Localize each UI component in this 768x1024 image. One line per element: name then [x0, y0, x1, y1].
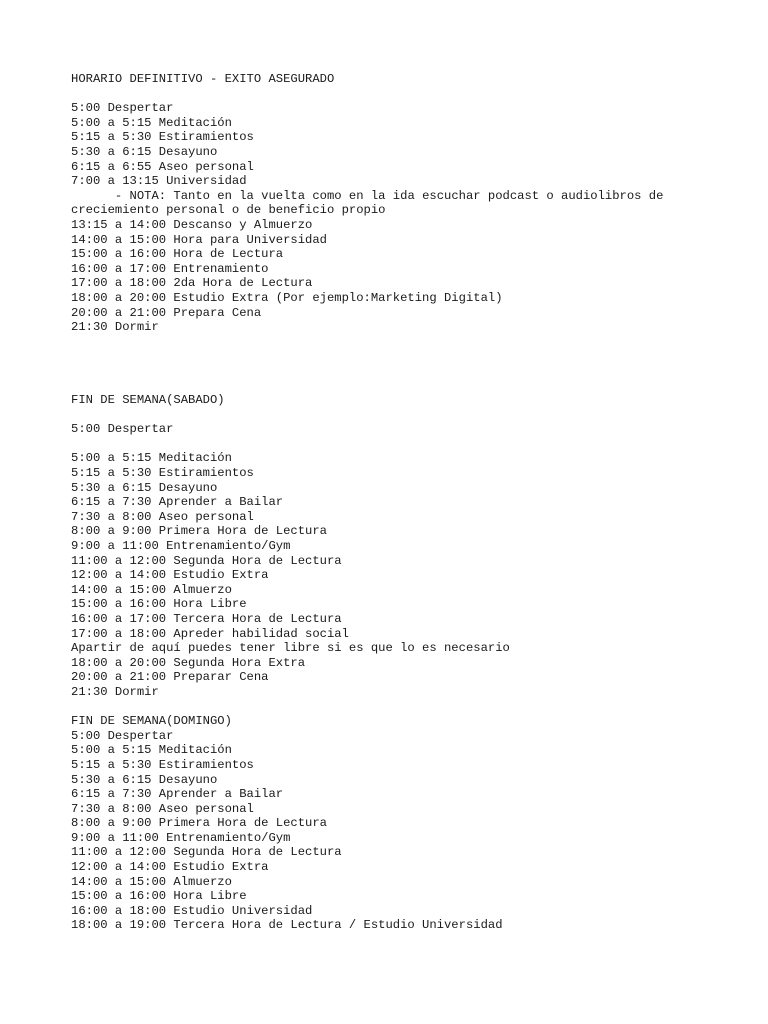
schedule-line: 16:00 a 18:00 Estudio Universidad — [71, 903, 313, 918]
schedule-line: 5:30 a 6:15 Desayuno — [71, 480, 218, 495]
schedule-line: 15:00 a 16:00 Hora de Lectura — [71, 247, 284, 262]
schedule-line: 14:00 a 15:00 Almuerzo — [71, 874, 232, 889]
schedule-line: 16:00 a 17:00 Entrenamiento — [71, 261, 269, 276]
schedule-line: 14:00 a 15:00 Almuerzo — [71, 582, 232, 597]
schedule-line: 18:00 a 19:00 Tercera Hora de Lectura / Estudio Universidad — [71, 918, 503, 933]
schedule-line: 15:00 a 16:00 Hora Libre — [71, 597, 247, 612]
schedule-line: 5:15 a 5:30 Estiramientos — [71, 466, 254, 481]
schedule-line: 21:30 Dormir — [71, 320, 159, 335]
weekday-schedule — [71, 101, 731, 335]
schedule-line: 17:00 a 18:00 2da Hora de Lectura — [71, 276, 313, 291]
schedule-line: 8:00 a 9:00 Primera Hora de Lectura — [71, 816, 327, 831]
schedule-line: 5:00 a 5:15 Meditación — [71, 115, 232, 130]
schedule-line: 9:00 a 11:00 Entrenamiento/Gym — [71, 539, 291, 554]
sunday-schedule — [71, 714, 731, 933]
blank-line — [71, 437, 731, 452]
schedule-line: 9:00 a 11:00 Entrenamiento/Gym — [71, 830, 291, 845]
schedule-line: 11:00 a 12:00 Segunda Hora de Lectura — [71, 845, 342, 860]
schedule-line: 17:00 a 18:00 Apreder habilidad social — [71, 626, 349, 641]
schedule-line: 13:15 a 14:00 Descanso y Almuerzo — [71, 217, 313, 232]
schedule-line: 20:00 a 21:00 Prepara Cena — [71, 305, 262, 320]
schedule-line: 18:00 a 20:00 Segunda Hora Extra — [71, 655, 306, 670]
schedule-line: 5:30 a 6:15 Desayuno — [71, 772, 218, 787]
schedule-line: 5:15 a 5:30 Estiramientos — [71, 130, 254, 145]
schedule-line: 16:00 a 17:00 Tercera Hora de Lectura — [71, 611, 342, 626]
schedule-line: 5:30 a 6:15 Desayuno — [71, 144, 218, 159]
schedule-line: 8:00 a 9:00 Primera Hora de Lectura — [71, 524, 327, 539]
schedule-line: 21:30 Dormir — [71, 684, 159, 699]
blank-lines — [71, 335, 731, 393]
schedule-line: 5:00 Despertar — [71, 101, 174, 116]
schedule-line: 12:00 a 14:00 Estudio Extra — [71, 568, 269, 583]
schedule-line: 18:00 a 20:00 Estudio Extra (Por ejemplo:Marketing Digital) — [71, 290, 503, 305]
schedule-line: 5:15 a 5:30 Estiramientos — [71, 757, 254, 772]
schedule-line: 5:00 a 5:15 Meditación — [71, 451, 232, 466]
schedule-line: 20:00 a 21:00 Preparar Cena — [71, 670, 269, 685]
schedule-line: 15:00 a 16:00 Hora Libre — [71, 889, 247, 904]
schedule-line: 7:30 a 8:00 Aseo personal — [71, 801, 254, 816]
schedule-line: 7:30 a 8:00 Aseo personal — [71, 509, 254, 524]
schedule-line: 11:00 a 12:00 Segunda Hora de Lectura — [71, 553, 342, 568]
document-title: HORARIO DEFINITIVO - EXITO ASEGURADO — [71, 72, 335, 86]
schedule-line: 6:15 a 7:30 Aprender a Bailar — [71, 495, 284, 510]
saturday-schedule — [71, 393, 731, 699]
schedule-line: 6:15 a 6:55 Aseo personal — [71, 159, 254, 174]
sunday-heading: FIN DE SEMANA(DOMINGO) — [71, 714, 232, 729]
document-page — [71, 72, 731, 933]
blank-line — [71, 408, 731, 423]
schedule-line: 5:00 Despertar — [71, 422, 174, 437]
blank-line — [71, 87, 731, 102]
schedule-line: 12:00 a 14:00 Estudio Extra — [71, 860, 269, 875]
schedule-note: Apartir de aquí puedes tener libre si es que lo es necesario — [71, 641, 510, 656]
saturday-heading: FIN DE SEMANA(SABADO) — [71, 393, 225, 408]
schedule-line: 5:00 a 5:15 Meditación — [71, 743, 232, 758]
schedule-line: 5:00 Despertar — [71, 728, 174, 743]
blank-line — [71, 700, 731, 715]
schedule-line: 14:00 a 15:00 Hora para Universidad — [71, 232, 327, 247]
schedule-line: 6:15 a 7:30 Aprender a Bailar — [71, 787, 284, 802]
commute-note: - NOTA: Tanto en la vuelta como en la ida escuchar podcast o audiolibros de creciemiento personal o de beneficio propio — [71, 188, 671, 218]
schedule-line: 7:00 a 13:15 Universidad — [71, 174, 247, 189]
